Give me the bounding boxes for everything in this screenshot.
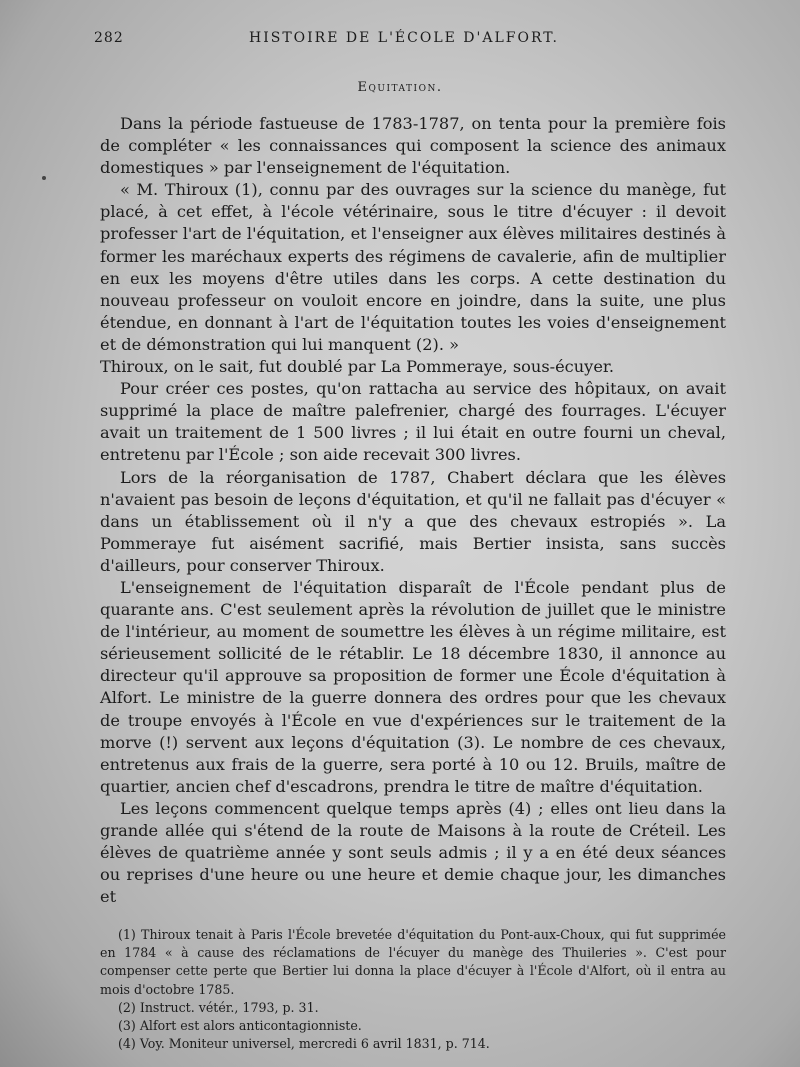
footnote: (3) Alfort est alors anticontagionniste.: [118, 1018, 362, 1034]
margin-speck: [42, 176, 46, 180]
paragraph: « M. Thiroux (1), connu par des ouvrages sur la science du manège, fut placé, à cet effet, à l'école vétérinaire, sous le titre d'écuyer : il devoit professer l'art de l'équitation, et l'enseigner aux élèves militaires destinés à former les maréchaux experts des régimens de cavalerie, afin de multiplier en eux les moyens d'être utiles dans les corps. A cette destination du nouveau professeur on vouloit encore en joindre, dans la suite, une plus étendue, en donnant à l'art de l'équitation toutes les voies d'enseignement et de démonstration qui lui manquent (2). »: [100, 180, 726, 354]
running-head: [94, 30, 734, 54]
page-number: 282: [94, 30, 124, 46]
paragraph: Thiroux, on le sait, fut doublé par La Pommeraye, sous-écuyer.: [100, 357, 615, 377]
footnote: (1) Thiroux tenait à Paris l'École brevetée d'équitation du Pont-aux-Choux, qui fut supprimée en 1784 « à cause des réclamations de l'écuyer du manège des Thuileries ». C'est pour compenser cette perte que Bertier lui donna la place d'écuyer à l'École d'Alfort, où il entra au mois d'octobre 1785.: [100, 927, 726, 997]
body-text: [100, 113, 726, 908]
paragraph: Les leçons commencent quelque temps après (4) ; elles ont lieu dans la grande allée qui s'étend de la route de Maisons à la route de Créteil. Les élèves de quatrième année y sont seuls admis ; il y a en été deux séances ou reprises d'une heure ou une heure et demie chaque jour, les dimanches et: [100, 798, 726, 907]
paragraph: L'enseignement de l'équitation disparaît de l'École pendant plus de quarante ans. C'est seulement après la révolution de juillet que le ministre de l'intérieur, au moment de soumettre les élèves à un régime militaire, est sérieusement sollicité de le rétablir. Le 18 décembre 1830, il annonce au directeur qu'il approuve sa proposition de former une École d'équitation à Alfort. Le ministre de la guerre donnera des ordres pour que les chevaux de troupe envoyés à l'École en vue d'expériences sur le traitement de la morve (!) servent aux leçons d'équitation (3). Le nombre de ces chevaux, entretenus aux frais de la guerre, sera porté à 10 ou 12. Bruils, maître de quartier, ancien chef d'escadrons, prendra le titre de maître d'équitation.: [100, 577, 726, 796]
footnote: (2) Instruct. vétér., 1793, p. 31.: [118, 999, 319, 1015]
paragraph: Dans la période fastueuse de 1783-1787, on tenta pour la première fois de compléter « les connaissances qui composent la science des animaux domestiques » par l'enseignement de l'équitation.: [100, 114, 726, 178]
paragraph: Pour créer ces postes, qu'on rattacha au service des hôpitaux, on avait supprimé la place de maître palefrenier, chargé des fourrages. L'écuyer avait un traitement de 1 500 livres ; il lui était en outre fourni un cheval, entretenu par l'École ; son aide recevait 300 livres.: [100, 379, 726, 465]
footnotes: [100, 926, 726, 1053]
footnote: (4) Voy. Moniteur universel, mercredi 6 avril 1831, p. 714.: [118, 1036, 490, 1052]
running-title: HISTOIRE DE L'ÉCOLE D'ALFORT.: [249, 30, 559, 46]
section-title: Equitation.: [357, 80, 443, 95]
paragraph: Lors de la réorganisation de 1787, Chabert déclara que les élèves n'avaient pas besoin de leçons d'équitation, et qu'il ne fallait pas d'écuyer « dans un établissement où il n'y a que des chevaux estropiés ». La Pommeraye fut aisément sacrifié, mais Bertier insista, sans succès d'ailleurs, pour conserver Thiroux.: [100, 467, 726, 575]
